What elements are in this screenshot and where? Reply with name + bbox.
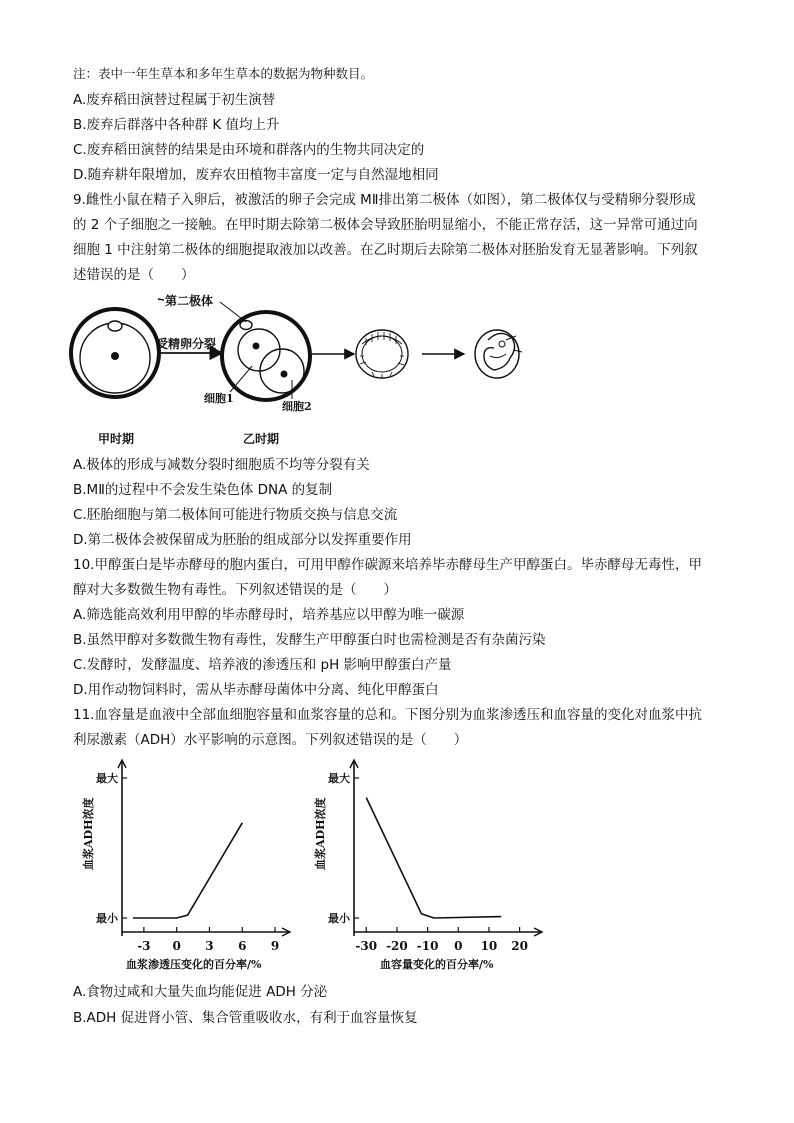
q9-stem-line-3: 细胞 1 中注射第二极体的细胞提取液加以改善。在乙时期后去除第二极体对胚胎发育无显著影响。下列叙 xyxy=(73,242,698,258)
q9-stem-line-2: 的 2 个子细胞之一接触。在甲时期去除第二极体会导致胚胎明显缩小，不能正常存活，这一异常可通过向 xyxy=(73,217,698,233)
q8-option-b: B.废弃后群落中各种群 K 值均上升 xyxy=(73,117,280,133)
cell1-pointer xyxy=(230,366,252,392)
q9-option-d: D.第二极体会被保留成为胚胎的组成部分以发挥重要作用 xyxy=(73,532,412,548)
polar-body-pointer xyxy=(220,302,246,322)
x-tick-label: -20 xyxy=(386,939,408,953)
adh-vs-blood-volume-chart xyxy=(310,758,550,980)
q9-stem-line-1: 9.雌性小鼠在精子入卵后，被激活的卵子会完成 MⅡ排出第二极体（如图），第二极体仅与受精卵分裂形成 xyxy=(73,192,696,208)
cell2-label: 细胞2 xyxy=(282,400,312,413)
q11-stem-line-2: 利尿激素（ADH）水平影响的示意图。下列叙述错误的是（ ） xyxy=(73,732,468,748)
x-tick-label: 0 xyxy=(454,939,463,953)
x-axis-label: 血容量变化的百分率/% xyxy=(380,958,494,971)
x-tick-label: 0 xyxy=(172,939,181,953)
embryo-development-figure xyxy=(60,288,540,453)
stage-b-two-cell xyxy=(222,312,310,400)
series-line xyxy=(366,798,501,918)
q10-stem-line-1: 10.甲醇蛋白是毕赤酵母的胞内蛋白，可用甲醇作碳源来培养毕赤酵母生产甲醇蛋白。毕赤酵母无毒性，甲 xyxy=(73,557,702,573)
embryo xyxy=(475,330,522,378)
x-tick-label: 9 xyxy=(270,939,280,953)
q11-option-b: B.ADH 促进肾小管、集合管重吸收水，有利于血容量恢复 xyxy=(73,1010,418,1026)
stage-b-label: 乙时期 xyxy=(243,432,280,446)
stage-a-label: 甲时期 xyxy=(98,432,135,446)
q9-option-b: B.MⅡ的过程中不会发生染色体 DNA 的复制 xyxy=(73,482,333,498)
q10-option-a: A.筛选能高效利用甲醇的毕赤酵母时，培养基应以甲醇为唯一碳源 xyxy=(73,607,465,623)
q10-option-d: D.用作动物饲料时，需从毕赤酵母菌体中分离、纯化甲醇蛋白 xyxy=(73,682,439,698)
y-axis-label: 血浆ADH浓度 xyxy=(82,797,95,870)
y-axis-label: 血浆ADH浓度 xyxy=(314,797,327,870)
x-tick-label: 10 xyxy=(480,939,498,953)
note-line: 注：表中一年生草本和多年生草本的数据为物种数目。 xyxy=(73,66,374,81)
cell1-label: 细胞1 xyxy=(204,392,234,405)
x-tick-label: -3 xyxy=(137,939,151,953)
adh-vs-osmolality-chart xyxy=(78,758,300,980)
fertilization-label: 受精卵分裂 xyxy=(156,337,217,351)
q9-stem-line-4: 述错误的是（ ） xyxy=(73,267,195,283)
morula xyxy=(356,330,408,378)
q8-option-d: D.随弃耕年限增加，废弃农田植物丰富度一定与自然湿地相同 xyxy=(73,167,439,183)
q10-stem-line-2: 醇对大多数微生物有毒性。下列叙述错误的是（ ） xyxy=(73,582,397,598)
y-tick-label: 最大 xyxy=(328,772,350,785)
x-ticks xyxy=(137,927,279,953)
stage-a-oocyte xyxy=(71,309,159,397)
x-tick-label: 20 xyxy=(511,939,528,953)
polar-body-dash xyxy=(158,299,164,300)
q8-option-c: C.废弃稻田演替的结果是由环境和群落内的生物共同决定的 xyxy=(73,142,425,158)
q9-option-c: C.胚胎细胞与第二极体间可能进行物质交换与信息交流 xyxy=(73,507,398,523)
x-ticks xyxy=(355,927,528,953)
x-tick-label: -10 xyxy=(416,939,439,953)
q10-option-b: B.虽然甲醇对多数微生物有毒性，发酵生产甲醇蛋白时也需检测是否有杂菌污染 xyxy=(73,632,546,648)
x-axis-label: 血浆渗透压变化的百分率/% xyxy=(126,958,262,971)
y-tick-label: 最大 xyxy=(96,772,118,785)
q11-option-a: A.食物过咸和大量失血均能促进 ADH 分泌 xyxy=(73,984,328,1000)
q10-option-c: C.发酵时，发酵温度、培养液的渗透压和 pH 影响甲醇蛋白产量 xyxy=(73,657,452,673)
x-tick-label: 6 xyxy=(238,939,247,953)
q9-option-a: A.极体的形成与减数分裂时细胞质不均等分裂有关 xyxy=(73,457,370,473)
series-line xyxy=(133,823,242,918)
polar-body-label: 第二极体 xyxy=(165,294,214,308)
y-tick-label: 最小 xyxy=(328,912,350,925)
x-tick-label: -30 xyxy=(355,939,378,953)
y-tick-label: 最小 xyxy=(96,912,118,925)
q8-option-a: A.废弃稻田演替过程属于初生演替 xyxy=(73,92,276,108)
x-tick-label: 3 xyxy=(205,939,214,953)
q11-stem-line-1: 11.血容量是血液中全部血细胞容量和血浆容量的总和。下图分别为血浆渗透压和血容量的变化对血浆中抗 xyxy=(73,707,702,723)
